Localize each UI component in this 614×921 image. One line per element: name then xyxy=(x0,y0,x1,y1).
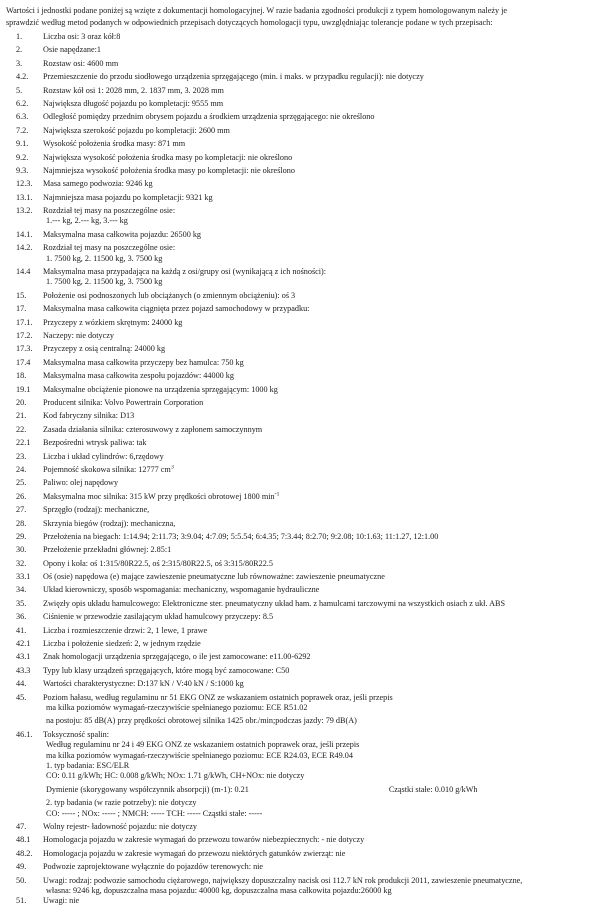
spec-row-value: Maksymalna masa całkowita przyczepy bez hamulca: 750 kg xyxy=(43,357,244,367)
spec-row-text xyxy=(43,798,606,808)
spec-row xyxy=(6,639,606,652)
spec-row-text xyxy=(43,254,606,264)
spec-row-text xyxy=(43,206,606,216)
spec-row-text xyxy=(43,344,606,354)
spec-row-text xyxy=(43,585,606,595)
spec-row-number: 17.3. xyxy=(16,344,33,354)
intro-paragraph xyxy=(6,5,606,29)
spec-row-text xyxy=(43,716,606,726)
spec-row xyxy=(6,835,606,848)
spec-row-text xyxy=(43,849,606,859)
spec-row xyxy=(6,585,606,598)
spec-row-value: CO: 0.11 g/kWh; HC: 0.008 g/kWh; NOx: 1.71 g/kWh, CH+NOx: nie dotyczy xyxy=(46,771,305,781)
spec-row-number: 18. xyxy=(16,371,27,381)
spec-row-number: 5. xyxy=(16,85,23,95)
spec-row-number: 25. xyxy=(16,478,27,488)
spec-row xyxy=(6,599,606,612)
spec-row xyxy=(6,465,606,478)
spec-row-value: Poziom hałasu, według regulaminu nr 51 EKG ONZ ze wskazaniem ostatnich poprawek oraz, jeśli przepis xyxy=(43,692,393,702)
spec-row xyxy=(6,45,606,58)
spec-row xyxy=(6,438,606,451)
spec-row-number: 17.1. xyxy=(16,317,33,327)
spec-row-superscript: -1 xyxy=(274,491,280,497)
spec-row xyxy=(6,785,606,798)
spec-row-text xyxy=(43,277,606,287)
intro-line: Wartości i jednostki podane poniżej są wzięte z dokumentacji homologacyjnej. W razie badania zgodności produkcji z typem homologowanym należy je xyxy=(6,6,508,15)
spec-row-value: Kod fabryczny silnika: D13 xyxy=(43,411,135,421)
spec-row-value: 1. 7500 kg, 2. 11500 kg, 3. 7500 kg xyxy=(46,277,163,287)
spec-row-number: 7.2. xyxy=(16,125,29,135)
spec-row xyxy=(6,318,606,331)
spec-row-text xyxy=(43,599,606,609)
spec-row-text xyxy=(43,331,606,341)
spec-row xyxy=(6,59,606,72)
spec-row-text xyxy=(43,398,606,408)
spec-row-text xyxy=(43,126,606,136)
spec-row-value: Zwięzły opis układu hamulcowego: Elektroniczne ster. pneumatyczny układ ham. z hamulcami tarczowymi na wszystkich osiach z ukł. ABS xyxy=(43,598,506,608)
spec-row-value: Rozstaw osi: 4600 mm xyxy=(43,58,119,68)
spec-row-value: Maksymalne obciążenie pionowe na urządzenia sprzęgającym: 1000 kg xyxy=(43,384,278,394)
spec-row-text xyxy=(43,452,606,462)
spec-row-number: 20. xyxy=(16,397,27,407)
spec-row-value: CO: ----- ; NOx: ----- ; NMCH: ----- TCH: ----- Cząstki stałe: ----- xyxy=(46,808,263,818)
spec-row xyxy=(6,331,606,344)
spec-row xyxy=(6,478,606,491)
spec-row xyxy=(6,411,606,424)
spec-row xyxy=(6,72,606,85)
spec-row xyxy=(6,216,606,229)
spec-row-value: Osie napędzane:1 xyxy=(43,45,101,55)
spec-row xyxy=(6,166,606,179)
spec-row xyxy=(6,398,606,411)
spec-row-value: Naczepy: nie dotyczy xyxy=(43,331,114,341)
spec-row-value: Największa długość pojazdu po kompletacji: 9555 mm xyxy=(43,98,224,108)
spec-row-text xyxy=(43,153,606,163)
spec-row xyxy=(6,612,606,625)
spec-row xyxy=(6,730,606,740)
spec-row xyxy=(6,126,606,139)
spec-row-value: Położenie osi podnoszonych lub obciążanych (o zmiennym obciążeniu): oś 3 xyxy=(43,290,296,300)
spec-row xyxy=(6,179,606,192)
spec-row-value: Przemieszczenie do przodu siodłowego urządzenia sprzęgającego (min. i maks. w przypadku regulacji): nie dotyczy xyxy=(43,72,424,82)
spec-row xyxy=(6,693,606,703)
spec-row-number: 14.1. xyxy=(16,229,33,239)
spec-row-number: 47. xyxy=(16,821,27,831)
spec-row-value: Maksymalna moc silnika: 315 kW przy prędkości obrotowej 1800 min xyxy=(43,491,275,501)
spec-row-text xyxy=(43,318,606,328)
spec-row-value: Przyczepy z osią centralną: 24000 kg xyxy=(43,344,166,354)
spec-row-text xyxy=(43,216,606,226)
spec-row-value: Zasada działania silnika: czterosuwowy z zapłonem samoczynnym xyxy=(43,424,263,434)
spec-row-number: 2. xyxy=(16,45,23,55)
spec-row-text xyxy=(43,626,606,636)
spec-row xyxy=(6,519,606,532)
spec-row-number: 26. xyxy=(16,491,27,501)
spec-row-text xyxy=(43,371,606,381)
spec-row xyxy=(6,876,606,886)
spec-row-number: 36. xyxy=(16,612,27,622)
spec-row-number: 24. xyxy=(16,464,27,474)
spec-row-value: Liczba i położenie siedzeń: 2, w jednym rzędzie xyxy=(43,639,201,649)
spec-row-text xyxy=(43,86,606,96)
spec-row-number: 51. xyxy=(16,896,27,906)
spec-row xyxy=(6,267,606,277)
spec-row-value: Toksyczność spalin: xyxy=(43,729,110,739)
spec-row xyxy=(6,886,606,896)
spec-row-text xyxy=(43,559,606,569)
spec-row-number: 46.1. xyxy=(16,729,33,739)
spec-row-value: Rozdział tej masy na poszczególne osie: xyxy=(43,243,176,253)
spec-row-value: Sprzęgło (rodzaj): mechaniczne, xyxy=(43,505,150,515)
spec-row-text xyxy=(43,425,606,435)
spec-row xyxy=(6,385,606,398)
spec-row-value: Uwagi: rodzaj: podwozie samochodu ciężarowego, największy dopuszczalny nacisk osi 112.7 kN rok produkcji 2011, zawieszenie pneumatyczne, xyxy=(43,875,523,885)
spec-row-value: Maksymalna masa przypadająca na każdą z osi/grupy osi (wynikającą z ich nośności): xyxy=(43,267,327,277)
spec-row-number: 45. xyxy=(16,692,27,702)
spec-row-number: 41. xyxy=(16,625,27,635)
spec-row-text xyxy=(43,230,606,240)
spec-row xyxy=(6,99,606,112)
spec-row-value: Pojemność skokowa silnika: 12777 cm xyxy=(43,464,171,474)
spec-row-text xyxy=(43,519,606,529)
spec-row-number: 43.1 xyxy=(16,652,31,662)
spec-row-value: Bezpośredni wtrysk paliwa: tak xyxy=(43,438,147,448)
spec-row-text xyxy=(43,166,606,176)
spec-row-text xyxy=(43,612,606,622)
spec-row-value: Liczba i rozmieszczenie drzwi: 2, 1 lewe, 1 prawe xyxy=(43,625,208,635)
spec-row-value: Maksymalna masa całkowita ciągnięta przez pojazd samochodowy w przypadku: xyxy=(43,304,310,314)
spec-row xyxy=(6,740,606,750)
spec-row-text xyxy=(43,465,606,475)
spec-row xyxy=(6,371,606,384)
spec-row xyxy=(6,761,606,771)
spec-row xyxy=(6,452,606,465)
spec-row-text xyxy=(43,304,606,314)
spec-row-value: Liczba osi: 3 oraz kół:8 xyxy=(43,32,121,41)
spec-row-number: 17.2. xyxy=(16,331,33,341)
spec-row-value: Opony i koła: oś 1:315/80R22.5, oś 2:315/80R22.5, oś 3:315/80R22.5 xyxy=(43,558,273,568)
spec-row-text xyxy=(43,438,606,448)
spec-row xyxy=(6,849,606,862)
spec-row xyxy=(6,86,606,99)
spec-row-text xyxy=(43,730,606,740)
spec-row-number: 44. xyxy=(16,679,27,689)
spec-row-value: Najmniejsza wysokość położenia środka masy po kompletacji: nie określono xyxy=(43,165,295,175)
spec-row-number: 22.1 xyxy=(16,438,31,448)
spec-row-value: Homologacja pojazdu w zakresie wymagań do przewozu niektórych gatunków zwierząt: nie xyxy=(43,848,346,858)
spec-row xyxy=(6,626,606,639)
spec-row-number: 29. xyxy=(16,531,27,541)
spec-row-number: 32. xyxy=(16,558,27,568)
spec-row-value: Skrzynia biegów (rodzaj): mechaniczna, xyxy=(43,518,176,528)
spec-row-value: na postoju: 85 dB(A) przy prędkości obrotowej silnika 1425 obr./min;podczas jazdy: 79 dB(A) xyxy=(46,716,357,726)
spec-row xyxy=(6,822,606,835)
spec-row-text xyxy=(43,291,606,301)
spec-row-value: Odległość pomiędzy przednim obrysem pojazdu a środkiem urządzenia sprzęgającego: nie określono xyxy=(43,112,375,122)
spec-row-text xyxy=(43,862,606,872)
spec-row-text xyxy=(43,652,606,662)
spec-row-text xyxy=(43,572,606,582)
spec-row xyxy=(6,112,606,125)
spec-row xyxy=(6,703,606,716)
spec-row-number: 9.1. xyxy=(16,139,29,149)
spec-row-text xyxy=(43,740,606,750)
spec-row-number: 34. xyxy=(16,585,27,595)
spec-row xyxy=(6,291,606,304)
spec-row-text xyxy=(43,703,606,713)
spec-row-number: 23. xyxy=(16,451,27,461)
spec-row-text xyxy=(43,112,606,122)
spec-row-text xyxy=(43,411,606,421)
spec-row-value: Uwagi: nie xyxy=(43,896,80,906)
spec-row-value: Największa szerokość pojazdu po kompletacji: 2600 mm xyxy=(43,125,230,135)
spec-row-value: Maksymalna masa całkowita zespołu pojazdów: 44000 kg xyxy=(43,371,234,381)
spec-row-text xyxy=(43,478,606,488)
spec-row-value: Oś (osie) napędowa (e) mające zawieszenie pneumatyczne lub równoważne: zawieszenie pneumatyczne xyxy=(43,572,385,582)
spec-row-value: 1. typ badania: ESC/ELR xyxy=(46,760,130,770)
spec-row-text xyxy=(43,385,606,395)
spec-row-number: 13.2. xyxy=(16,206,33,216)
spec-row xyxy=(6,344,606,357)
spec-row-value: Największa wysokość położenia środka masy po kompletacji: nie określono xyxy=(43,152,293,162)
spec-row-text xyxy=(43,751,606,761)
spec-row xyxy=(6,545,606,558)
spec-row-text xyxy=(43,896,606,906)
spec-row xyxy=(6,139,606,152)
spec-row xyxy=(6,716,606,729)
spec-row xyxy=(6,505,606,518)
spec-row-value: Wartości charakterystyczne: D:137 kN / V:40 kN / S:1000 kg xyxy=(43,679,244,689)
spec-row-number: 17. xyxy=(16,304,27,314)
spec-row-number: 43.3 xyxy=(16,665,31,675)
specification-list xyxy=(6,32,606,910)
spec-row-number: 1. xyxy=(16,32,23,41)
spec-row-value: Paliwo: olej napędowy xyxy=(43,478,119,488)
spec-row xyxy=(6,751,606,761)
spec-row xyxy=(6,532,606,545)
spec-row-number: 6.3. xyxy=(16,112,29,122)
spec-row-number: 6.2. xyxy=(16,98,29,108)
spec-row xyxy=(6,896,606,909)
spec-row-value: Rozstaw kół osi 1: 2028 mm, 2. 1837 mm, 3. 2028 mm xyxy=(43,85,224,95)
spec-row-text xyxy=(43,693,606,703)
spec-row-number: 19.1 xyxy=(16,384,31,394)
spec-row-value: Maksymalna masa całkowita pojazdu: 26500 kg xyxy=(43,229,202,239)
spec-row-value: Wolny rejestr- ładowność pojazdu: nie dotyczy xyxy=(43,821,198,831)
spec-row-number: 9.3. xyxy=(16,165,29,175)
spec-row-text xyxy=(43,505,606,515)
spec-row-text xyxy=(43,32,606,42)
spec-row-number: 21. xyxy=(16,411,27,421)
spec-row-text xyxy=(43,785,606,795)
spec-row xyxy=(6,798,606,808)
spec-row-number: 22. xyxy=(16,424,27,434)
spec-row-text xyxy=(43,876,606,886)
spec-row-text xyxy=(43,809,606,819)
spec-row-value: Przyczepy z wózkiem skrętnym: 24000 kg xyxy=(43,317,183,327)
spec-row-value: Przełożenie przekładni głównej: 2.85:1 xyxy=(43,545,172,555)
spec-row-value: Układ kierowniczy, sposób wspomagania: mechaniczny, wspomaganie hydrauliczne xyxy=(43,585,320,595)
spec-row-text xyxy=(43,886,606,896)
spec-row-text xyxy=(43,243,606,253)
spec-row-value: Producent silnika: Volvo Powertrain Corporation xyxy=(43,397,204,407)
spec-row-text xyxy=(43,358,606,368)
spec-row-number: 15. xyxy=(16,290,27,300)
spec-row xyxy=(6,862,606,875)
spec-row-value: Rozdział tej masy na poszczególne osie: xyxy=(43,206,176,216)
spec-row-text xyxy=(43,492,606,502)
spec-row-number: 49. xyxy=(16,862,27,872)
spec-row-number: 4.2. xyxy=(16,72,29,82)
spec-row-extra: Cząstki stałe: 0.010 g/kWh xyxy=(388,784,478,794)
spec-row-value: Podwozie zaprojektowane wyłącznie do pojazdów terenowych: nie xyxy=(43,862,264,872)
spec-row-number: 35. xyxy=(16,598,27,608)
spec-row-value: 1. 7500 kg, 2. 11500 kg, 3. 7500 kg xyxy=(46,253,163,263)
spec-row-number: 42.1 xyxy=(16,639,31,649)
spec-row-value: Przełożenia na biegach: 1:14.94; 2:11.73; 3:9.04; 4:7.09; 5:5.54; 6:4.35; 7:3.44; 8:2.70; 9:2.08; 10:1.63; 11:1.27, 12:1.00 xyxy=(43,531,439,541)
spec-row-text xyxy=(43,666,606,676)
spec-row xyxy=(6,32,606,45)
spec-row xyxy=(6,243,606,253)
spec-row-number: 17.4 xyxy=(16,357,31,367)
spec-row xyxy=(6,358,606,371)
spec-row xyxy=(6,206,606,216)
spec-row xyxy=(6,230,606,243)
spec-row-value: 2. typ badania (w razie potrzeby): nie dotyczy xyxy=(46,798,197,808)
spec-row xyxy=(6,193,606,206)
spec-row xyxy=(6,652,606,665)
spec-row-number: 30. xyxy=(16,545,27,555)
spec-row-text xyxy=(43,45,606,55)
spec-row-value: Ciśnienie w przewodzie zasilającym układ hamulcowy przyczepy: 8.5 xyxy=(43,612,274,622)
spec-row-text xyxy=(43,267,606,277)
spec-row xyxy=(6,771,606,784)
spec-row xyxy=(6,559,606,572)
intro-line: sprawdzić według metod podanych w odpowiednich przepisach dotyczących homologacji typu, uwzględniając tolerancje podane w tych przepisach: xyxy=(6,18,493,27)
spec-row-value: ma kilka poziomów wymagań-rzeczywiście spełnianego poziomu: ECE R51.02 xyxy=(46,702,308,712)
spec-row-text xyxy=(43,679,606,689)
spec-row-value: Wysokość położenia środka masy: 871 mm xyxy=(43,139,186,149)
spec-row xyxy=(6,492,606,505)
spec-row xyxy=(6,254,606,267)
spec-row-value: ma kilka poziomów wymagań-rzeczywiście spełnianego poziomu: ECE R24.03, ECE R49.04 xyxy=(46,750,353,760)
spec-row-number: 9.2. xyxy=(16,152,29,162)
spec-row xyxy=(6,679,606,692)
spec-row-value: własna: 9246 kg, dopuszczalna masa pojazdu: 40000 kg, dopuszczalna masa całkowita pojazdu:26000 kg xyxy=(46,885,392,895)
spec-row-text xyxy=(43,761,606,771)
spec-row-text xyxy=(43,179,606,189)
spec-row-value: Dymienie (skorygowany współczynnik absorpcji) (m-1): 0.21 xyxy=(46,784,249,794)
spec-row-number: 27. xyxy=(16,505,27,515)
spec-row xyxy=(6,277,606,290)
spec-row-value: Znak homologacji urządzenia sprzęgającego, o ile jest zamocowane: e11.00-6292 xyxy=(43,652,311,662)
spec-row-text xyxy=(43,72,606,82)
spec-row-value: Według regulaminu nr 24 i 49 EKG ONZ ze wskazaniem ostatnich poprawek oraz, jeśli przepis xyxy=(46,740,360,750)
spec-row-value: Liczba i układ cylindrów: 6,rzędowy xyxy=(43,451,164,461)
spec-row xyxy=(6,425,606,438)
spec-row-number: 12.3. xyxy=(16,179,33,189)
spec-row-text xyxy=(43,639,606,649)
spec-row-text xyxy=(43,193,606,203)
spec-row xyxy=(6,666,606,679)
spec-row-number: 28. xyxy=(16,518,27,528)
spec-row xyxy=(6,809,606,822)
spec-row-number: 48.1 xyxy=(16,835,31,845)
spec-row-text xyxy=(43,59,606,69)
spec-row-value: Najmniejsza masa pojazdu po kompletacji: 9321 kg xyxy=(43,192,213,202)
spec-row-value: Typy lub klasy urządzeń sprzęgających, które mogą być zamocowane: C50 xyxy=(43,665,290,675)
spec-row-text xyxy=(43,835,606,845)
spec-row-number: 14.4 xyxy=(16,267,31,277)
spec-row-number: 48.2. xyxy=(16,848,33,858)
spec-row-superscript: 3 xyxy=(170,464,174,471)
spec-row-text xyxy=(43,545,606,555)
spec-row-number: 3. xyxy=(16,58,23,68)
spec-row xyxy=(6,153,606,166)
spec-row xyxy=(6,572,606,585)
spec-row-number: 33.1 xyxy=(16,572,31,582)
spec-row-number: 14.2. xyxy=(16,243,33,253)
spec-row-text xyxy=(43,822,606,832)
spec-row-text xyxy=(43,139,606,149)
spec-row-text xyxy=(43,99,606,109)
spec-row-value: 1.--- kg, 2.--- kg, 3.--- kg xyxy=(46,216,128,226)
spec-row-value: Masa samego podwozia: 9246 kg xyxy=(43,179,153,189)
spec-row xyxy=(6,304,606,317)
spec-row-number: 13.1. xyxy=(16,192,33,202)
spec-row-text xyxy=(43,771,606,781)
spec-row-number: 50. xyxy=(16,875,27,885)
spec-row-value: Homologacja pojazdu w zakresie wymagań do przewozu towarów niebezpiecznych: - nie dotyczy xyxy=(43,835,365,845)
spec-row-text xyxy=(43,532,606,542)
